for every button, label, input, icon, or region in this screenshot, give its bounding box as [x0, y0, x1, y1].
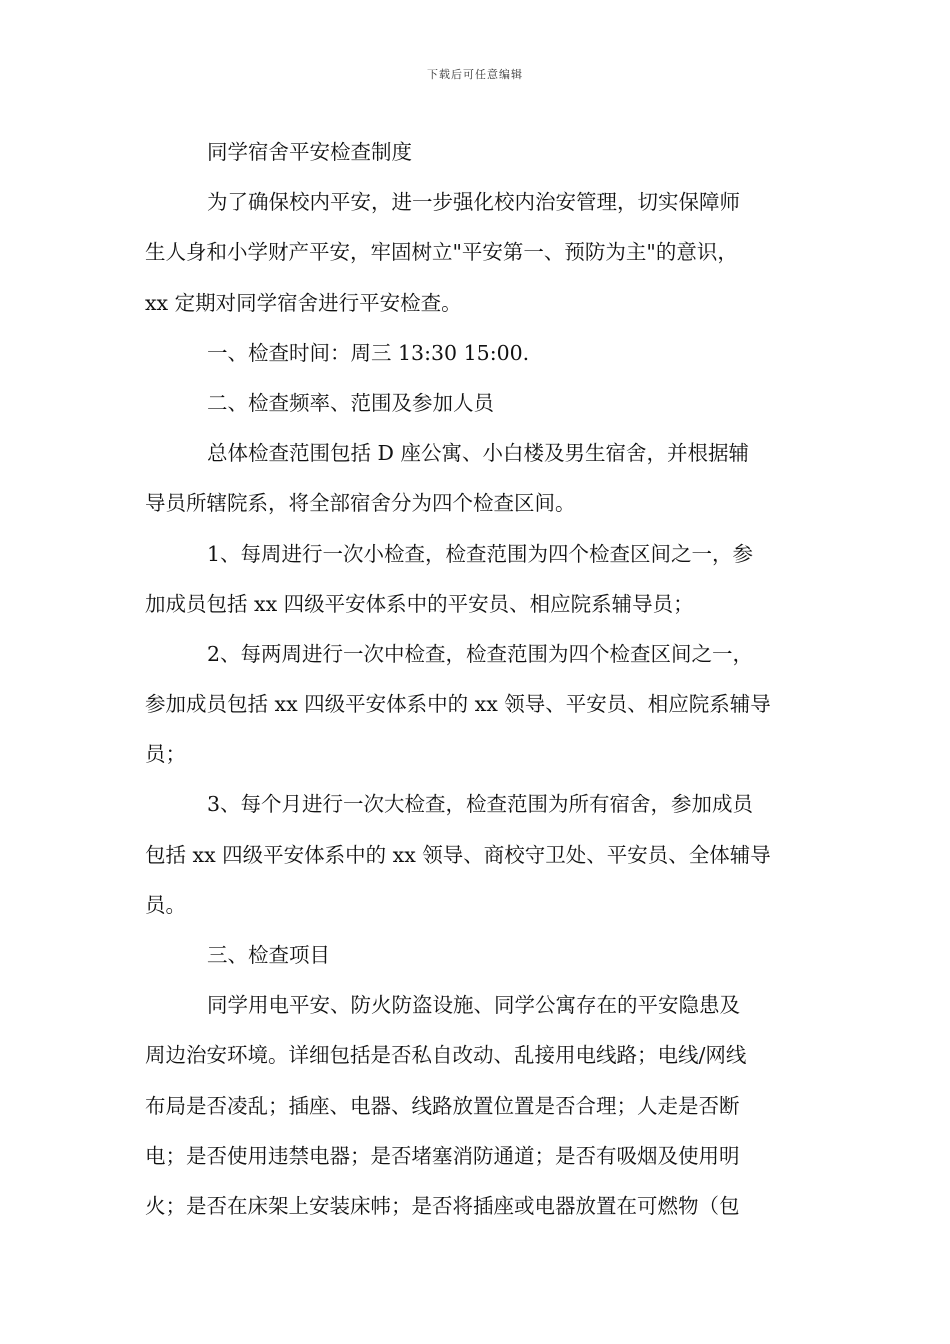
document-body — [145, 134, 810, 1238]
paragraph-line: 生人身和小学财产平安，牢固树立"平安第一、预防为主"的意识， — [145, 240, 738, 265]
paragraph-line: 2、每两周进行一次中检查，检查范围为四个检查区间之一， — [207, 641, 754, 666]
paragraph-line: 火；是否在床架上安装床帏；是否将插座或电器放置在可燃物（包 — [145, 1193, 740, 1218]
paragraph-line: xx 定期对同学宿舍进行平安检查。 — [145, 290, 462, 315]
paragraph-line: 同学用电平安、防火防盗设施、同学公寓存在的平安隐患及 — [207, 993, 740, 1018]
paragraph-line: 员。 — [145, 892, 186, 917]
paragraph-line: 一、检查时间：周三 13:30 15:00. — [207, 340, 530, 365]
document-title: 同学宿舍平安检查制度 — [207, 140, 412, 164]
paragraph-line: 3、每个月进行一次大检查，检查范围为所有宿舍，参加成员 — [207, 792, 754, 817]
page-header-note: 下载后可任意编辑 — [427, 68, 523, 81]
paragraph-line: 二、检查频率、范围及参加人员 — [207, 390, 494, 415]
paragraph-line: 包括 xx 四级平安体系中的 xx 领导、商校守卫处、平安员、全体辅导 — [145, 842, 771, 867]
paragraph-line: 为了确保校内平安，进一步强化校内治安管理，切实保障师 — [207, 190, 740, 215]
paragraph-line: 布局是否凌乱；插座、电器、线路放置位置是否合理；人走是否断 — [145, 1093, 740, 1118]
paragraph-line: 1、每周进行一次小检查，检查范围为四个检查区间之一，参 — [207, 541, 754, 566]
paragraph-line: 加成员包括 xx 四级平安体系中的平安员、相应院系辅导员； — [145, 591, 694, 616]
paragraph-line: 导员所辖院系，将全部宿舍分为四个检查区间。 — [145, 491, 576, 516]
paragraph-line: 三、检查项目 — [207, 943, 330, 967]
paragraph-line: 周边治安环境。详细包括是否私自改动、乱接用电线路；电线/网线 — [145, 1043, 747, 1068]
paragraph-line: 员； — [145, 742, 186, 767]
paragraph-line: 电；是否使用违禁电器；是否堵塞消防通道；是否有吸烟及使用明 — [145, 1143, 740, 1168]
paragraph-line: 参加成员包括 xx 四级平安体系中的 xx 领导、平安员、相应院系辅导 — [145, 692, 771, 717]
paragraph-line: 总体检查范围包括 D 座公寓、小白楼及男生宿舍，并根据辅 — [207, 441, 749, 466]
